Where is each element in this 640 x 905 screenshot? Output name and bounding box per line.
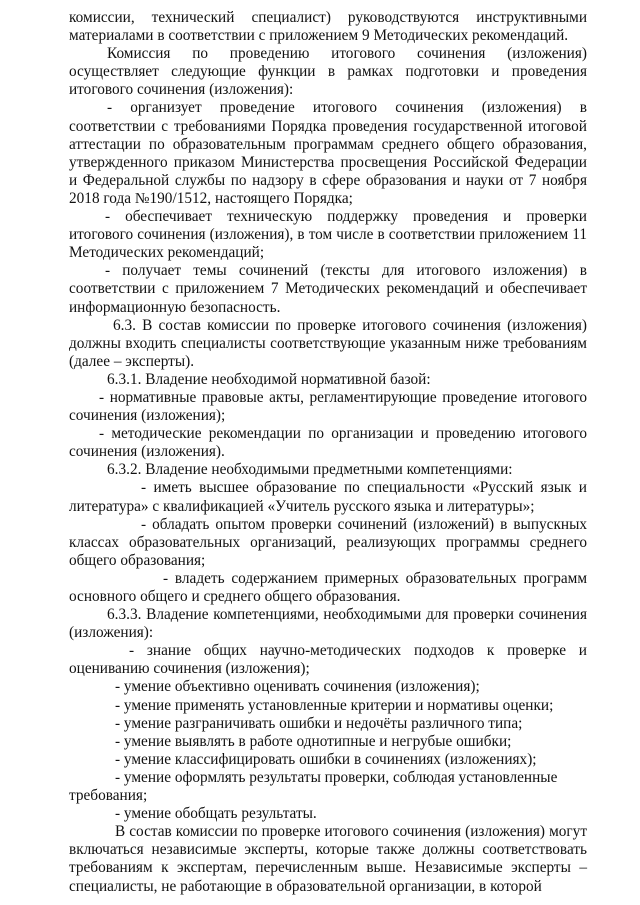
paragraph-4: - обеспечивает техническую поддержку проведения и проверки итогового сочинения (изложения), в том числе в соответствии приложением 11 Методических рекомендаций; <box>69 208 587 262</box>
paragraph-2: Комиссия по проведению итогового сочинения (изложения) осуществляет следующие функции в рамках подготовки и проведения итогового сочинения (изложения): <box>69 45 587 99</box>
paragraph-5: - получает темы сочинений (тексты для итогового изложения) в соответствии с приложением 7 Методических рекомендаций и обеспечивает информационную безопасность. <box>69 262 587 316</box>
paragraph-6-3-3-a: - знание общих научно-методических подходов к проверке и оцениванию сочинения (изложения); <box>69 642 587 678</box>
paragraph-6-3-3-e: - умение выявлять в работе однотипные и негрубые ошибки; <box>115 732 512 750</box>
paragraph-6-3-1-a: - нормативные правовые акты, регламентирующие проведение итогового сочинения (изложения); <box>69 388 587 425</box>
paragraph-6-3-2-b: - обладать опытом проверки сочинений (изложений) в выпускных классах образовательных организаций, реализующих программы среднего общего образования; <box>69 515 587 569</box>
paragraph-3: - организует проведение итогового сочинения (изложения) в соответствии с требованиями Порядка проведения государственной итоговой аттестации по образовательным программам среднего общего образования, утвержденного приказом Министерства просвещения Российской Федерации и Федеральной службы по надзору в сфере образования и науки от 7 ноября 2018 года №190/1512, настоящего Порядка; <box>69 99 587 207</box>
paragraph-6-3-3-f: - умение классифицировать ошибки в сочинениях (изложениях); <box>115 750 537 768</box>
paragraph-6-3-1-b: - методические рекомендации по организации и проведению итогового сочинения (изложения). <box>69 425 587 461</box>
paragraph-6-3-3-b: - умение объективно оценивать сочинения (изложения); <box>115 678 480 696</box>
paragraph-independent-experts: В состав комиссии по проверке итогового сочинения (изложения) могут включаться независимые эксперты, которые также должны соответствовать требованиям к экспертам, перечисленным выше. Независимые эксперты – специалисты, не работающие в образовательной организации, в которой <box>69 823 587 895</box>
section-6-3-2: 6.3.2. Владение необходимыми предметными компетенциями: <box>107 461 513 479</box>
paragraph-6-3-3-g: - умение оформлять результаты проверки, соблюдая установленные требования; <box>69 768 558 805</box>
paragraph-6-3-3-c: - умение применять установленные критерии и нормативы оценки; <box>115 696 554 714</box>
paragraph-6-3-2-a: - иметь высшее образование по специальности «Русский язык и литература» с квалификацией «Учитель русского языка и литературы»; <box>69 479 587 515</box>
paragraph-6-3-2-c: - владеть содержанием примерных образовательных программ основного общего и среднего общего образования. <box>69 569 587 605</box>
section-6-3-1: 6.3.1. Владение необходимой нормативной базой: <box>107 370 431 388</box>
paragraph-6-3-3-h: - умение обобщать результаты. <box>115 805 317 823</box>
section-6-3-3: 6.3.3. Владение компетенциями, необходимыми для проверки сочинения (изложения): <box>69 606 587 642</box>
paragraph-1: комиссии, технический специалист) руководствуются инструктивными материалами в соответствии с приложением 9 Методических рекомендаций. <box>69 9 587 45</box>
section-6-3: 6.3. В состав комиссии по проверке итогового сочинения (изложения) должны входить специалисты соответствующие указанным ниже требованиям (далее – эксперты). <box>69 316 587 370</box>
paragraph-6-3-3-d: - умение разграничивать ошибки и недочёты различного типа; <box>115 714 523 732</box>
